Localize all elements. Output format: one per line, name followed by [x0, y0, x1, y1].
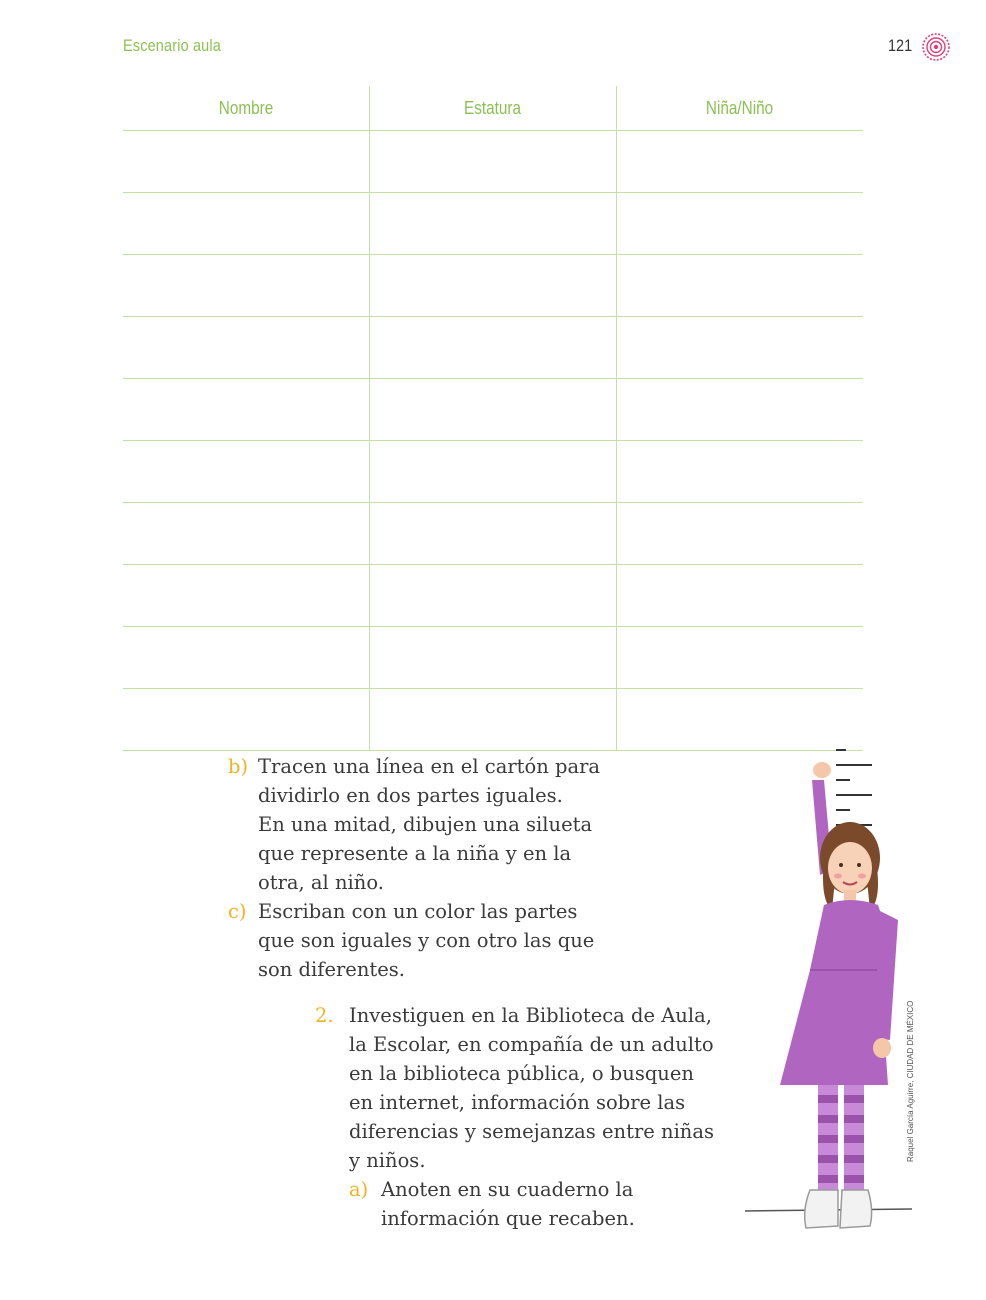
item-text: Anoten en su cuaderno la información que recaben. [381, 1178, 635, 1230]
table-cell [370, 193, 617, 255]
height-record-table [123, 86, 863, 751]
section-title: Escenario aula [123, 36, 221, 55]
table-cell [123, 503, 370, 565]
table-cell [123, 317, 370, 379]
table-cell [123, 193, 370, 255]
table-row [123, 441, 863, 503]
table-cell [123, 379, 370, 441]
item-text: Escriban con un color las partes que son iguales y con otro las que son diferentes. [258, 900, 595, 981]
table-cell [370, 317, 617, 379]
list-item [228, 752, 600, 897]
table-row [123, 317, 863, 379]
table-cell [370, 255, 617, 317]
table-cell [616, 131, 863, 193]
table-row [123, 193, 863, 255]
item-marker: 2. [315, 1004, 334, 1027]
table-cell [370, 131, 617, 193]
item-marker: c) [228, 900, 247, 923]
list-item [315, 1001, 714, 1233]
table-cell [370, 503, 617, 565]
table-cell [616, 317, 863, 379]
sub-list-item [349, 1175, 714, 1233]
item-marker: a) [349, 1178, 369, 1201]
item-marker: b) [228, 755, 249, 778]
table-cell [616, 503, 863, 565]
item-text: Tracen una línea en el cartón para dividirlo en dos partes iguales. En una mitad, dibujen una silueta que represente a la niña y en la otra, al niño. [258, 755, 601, 894]
table-cell [616, 441, 863, 503]
instructions-b-c [228, 752, 600, 984]
column-header-height: Estatura [370, 86, 617, 131]
table-cell [370, 565, 617, 627]
column-header-name: Nombre [123, 86, 370, 131]
instruction-2 [315, 1001, 714, 1233]
table-header-row [123, 86, 863, 131]
table-row [123, 565, 863, 627]
table-cell [123, 255, 370, 317]
table-row [123, 379, 863, 441]
list-item [228, 897, 600, 984]
table-cell [370, 441, 617, 503]
table-row [123, 255, 863, 317]
table-cell [123, 565, 370, 627]
table-row [123, 627, 863, 689]
table-cell [370, 379, 617, 441]
table-cell [370, 689, 617, 751]
table-cell [370, 627, 617, 689]
table-cell [123, 627, 370, 689]
item-text: Investiguen en la Biblioteca de Aula, la Escolar, en compañía de un adulto en la biblioteca pública, o busquen en internet, información sobre las diferencias y semejanzas entre niñas y niños. [349, 1004, 714, 1172]
illustration-credit: Raquel García Aguirre, CIUDAD DE MÉXICO [906, 1000, 915, 1162]
table-cell [616, 379, 863, 441]
table-cell [616, 627, 863, 689]
concentric-circle-emblem-icon [921, 32, 951, 62]
table-cell [616, 193, 863, 255]
table-row [123, 503, 863, 565]
girl-measuring-height-illustration [740, 740, 920, 1240]
column-header-girl-boy: Niña/Niño [616, 86, 863, 131]
table-row [123, 131, 863, 193]
table-cell [123, 441, 370, 503]
table-cell [616, 565, 863, 627]
page-number: 121 [888, 36, 913, 55]
table-cell [123, 689, 370, 751]
table-cell [616, 255, 863, 317]
table-cell [123, 131, 370, 193]
